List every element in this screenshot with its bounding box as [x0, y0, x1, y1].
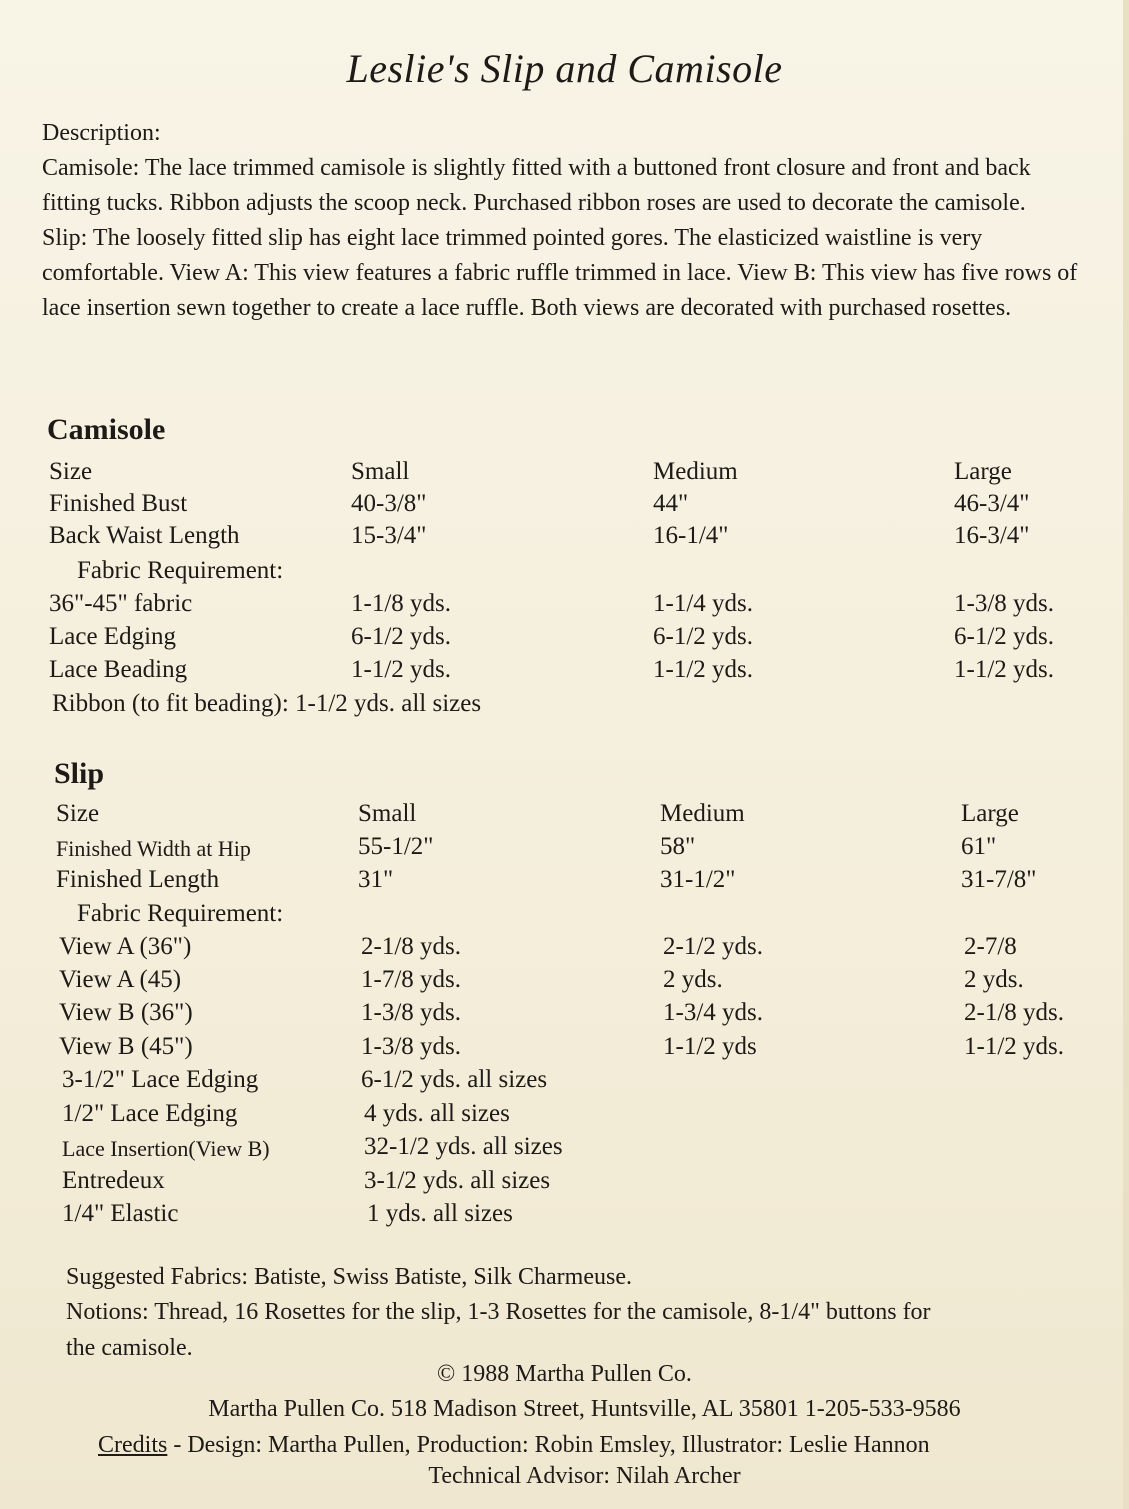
- ribbon-row: Ribbon (to fit beading): 1-1/2 yds. all sizes: [52, 690, 482, 717]
- value-all-sizes: 4 yds. all sizes: [364, 1100, 510, 1127]
- camisole-description: Camisole: The lace trimmed camisole is slightly fitted with a buttoned front closure and front and back fitting tucks. Ribbon adjusts the scoop neck. Purchased ribbon roses are used to decorate the camisole.: [42, 155, 1031, 216]
- value-medium: 6-1/2 yds.: [653, 623, 753, 650]
- credits-text: - Design: Martha Pullen, Production: Robin Emsley, Illustrator: Leslie Hannon: [167, 1432, 930, 1458]
- value-medium: 1-1/2 yds: [663, 1033, 757, 1060]
- value-small: 1-3/8 yds.: [361, 1033, 461, 1060]
- value-all-sizes: 32-1/2 yds. all sizes: [364, 1133, 563, 1160]
- value-large: 2-1/8 yds.: [964, 999, 1064, 1026]
- value-medium: 1-1/4 yds.: [653, 590, 753, 617]
- value-medium: 16-1/4": [653, 522, 729, 549]
- value-medium: 58": [660, 833, 696, 860]
- value-all-sizes: 1 yds. all sizes: [367, 1200, 513, 1227]
- camisole-heading: Camisole: [47, 413, 166, 446]
- suggested-fabrics: Suggested Fabrics: Batiste, Swiss Batiste, Silk Charmeuse.: [66, 1264, 632, 1290]
- size-label: Size: [56, 800, 100, 827]
- value-large: 2-7/8: [964, 933, 1017, 960]
- row-label: Finished Bust: [49, 490, 188, 517]
- value-small: 40-3/8": [351, 490, 427, 517]
- size-medium: Medium: [660, 800, 745, 827]
- value-large: 1-3/8 yds.: [954, 590, 1054, 617]
- size-medium: Medium: [653, 458, 738, 485]
- value-all-sizes: 6-1/2 yds. all sizes: [361, 1066, 548, 1093]
- size-label: Size: [49, 458, 93, 485]
- value-small: 1-7/8 yds.: [361, 966, 461, 993]
- value-small: 2-1/8 yds.: [361, 933, 461, 960]
- value-small: 55-1/2": [358, 833, 434, 860]
- credits-label: Credits: [98, 1432, 168, 1458]
- value-medium: 1-3/4 yds.: [663, 999, 763, 1026]
- row-label: 3-1/2" Lace Edging: [62, 1066, 259, 1093]
- slip-description: Slip: The loosely fitted slip has eight lace trimmed pointed gores. The elasticized waistline is very comfortable. View A: This view features a fabric ruffle trimmed in lace. View B: This view has five rows of lace insertion sewn together to create a lace ruffle. Both views are decorated with purchased rosettes.: [42, 225, 1078, 321]
- value-all-sizes: 3-1/2 yds. all sizes: [364, 1167, 551, 1194]
- row-label: 36"-45" fabric: [49, 590, 193, 617]
- technical-advisor: Technical Advisor: Nilah Archer: [428, 1463, 741, 1489]
- value-medium: 44": [653, 490, 689, 517]
- slip-heading: Slip: [54, 757, 105, 790]
- row-label: Lace Edging: [49, 623, 177, 650]
- credits-line: [98, 1432, 930, 1459]
- copyright: © 1988 Martha Pullen Co.: [437, 1361, 692, 1387]
- fabric-requirement-label: Fabric Requirement:: [77, 900, 284, 927]
- value-large: 31-7/8": [961, 866, 1037, 893]
- description-block: [42, 116, 1087, 326]
- row-label: Lace Beading: [49, 656, 188, 683]
- row-label: View B (45"): [59, 1033, 193, 1060]
- address: Martha Pullen Co. 518 Madison Street, Huntsville, AL 35801 1-205-533-9586: [208, 1396, 961, 1422]
- value-medium: 1-1/2 yds.: [653, 656, 753, 683]
- value-small: 1-3/8 yds.: [361, 999, 461, 1026]
- size-small: Small: [358, 800, 417, 827]
- value-medium: 2 yds.: [663, 966, 723, 993]
- value-small: 15-3/4": [351, 522, 427, 549]
- value-large: 6-1/2 yds.: [954, 623, 1054, 650]
- row-label: Finished Length: [56, 866, 220, 893]
- value-small: 1-1/2 yds.: [351, 656, 451, 683]
- page-title: Leslie's Slip and Camisole: [346, 46, 783, 91]
- fabric-requirement-label: Fabric Requirement:: [77, 557, 284, 584]
- value-small: 6-1/2 yds.: [351, 623, 451, 650]
- row-label: View A (36"): [59, 933, 192, 960]
- value-large: 2 yds.: [964, 966, 1024, 993]
- notions-line-2: the camisole.: [66, 1335, 193, 1361]
- row-label: Back Waist Length: [49, 522, 240, 549]
- size-large: Large: [954, 458, 1012, 485]
- notions-line-1: Notions: Thread, 16 Rosettes for the slip, 1-3 Rosettes for the camisole, 8-1/4" buttons for: [66, 1299, 931, 1325]
- row-label: 1/2" Lace Edging: [62, 1100, 238, 1127]
- value-large: 1-1/2 yds.: [964, 1033, 1064, 1060]
- row-label: View A (45): [59, 966, 182, 993]
- value-medium: 31-1/2": [660, 866, 736, 893]
- size-small: Small: [351, 458, 410, 485]
- row-label: Lace Insertion(View B): [62, 1136, 270, 1161]
- value-large: 1-1/2 yds.: [954, 656, 1054, 683]
- row-label: Finished Width at Hip: [56, 836, 251, 861]
- value-large: 61": [961, 833, 997, 860]
- description-heading: Description:: [42, 120, 161, 146]
- value-small: 31": [358, 866, 394, 893]
- value-medium: 2-1/2 yds.: [663, 933, 763, 960]
- row-label: Entredeux: [62, 1167, 165, 1194]
- value-large: 16-3/4": [954, 522, 1030, 549]
- value-small: 1-1/8 yds.: [351, 590, 451, 617]
- row-label: 1/4" Elastic: [62, 1200, 179, 1227]
- size-large: Large: [961, 800, 1019, 827]
- row-label: View B (36"): [59, 999, 193, 1026]
- value-large: 46-3/4": [954, 490, 1030, 517]
